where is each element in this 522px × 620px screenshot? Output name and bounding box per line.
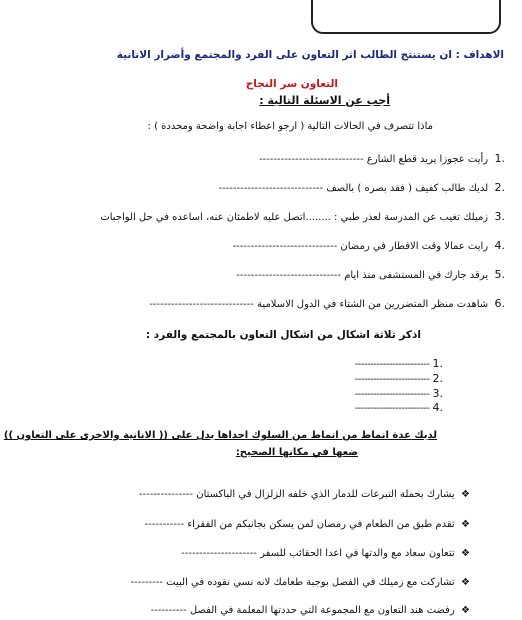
question-number: .3 [494,210,505,223]
lesson-subtitle: التعاون سر النجاح [245,78,338,90]
answer-line[interactable]: ---------- [150,605,187,616]
answer-line[interactable]: ----------- [144,519,185,530]
question-text: لديك طالب كفيف ( فقد بصره ) بالصف [326,183,489,194]
list-item [151,605,470,616]
item-text: تقدم طبق من الطعام في رمضان لمن يسكن بجانبكم من الفقراء [187,519,455,530]
item-text: تتعاون سعاد مع والدتها في اعدا الحقائب للسفر [260,548,455,559]
item-text: يشارك بحملة التبرعات للدمار الذي خلفه الزلزال في الباكستان [196,489,455,500]
list-item [355,357,443,370]
answer-line[interactable]: --------------- [138,489,194,500]
item-number: .4 [432,401,443,414]
goals-text: الاهداف : ان يستنتج الطالب اثر التعاون على الفرد والمجتمع وأضرار الانانية [116,49,504,61]
list-item [181,548,470,559]
question-number: .5 [494,268,505,281]
question-2 [218,181,505,194]
list-item [145,519,470,530]
diamond-bullet-icon: ❖ [461,605,470,616]
item-text: تشاركت مع زميلك في الفصل بوجبة طعامك لانه نسي نقوده في البيت [166,577,455,588]
list-item [131,577,471,588]
question-3 [100,210,505,223]
section1-intro: ماذا تتصرف في الحالات التالية ( ارجو اعطاء اجابة واضحة ومحددة ) : [147,121,433,132]
diamond-bullet-icon: ❖ [461,489,470,500]
item-number: .2 [432,372,443,385]
question-text: يرقد جارك في المستشفى منذ ايام [344,270,489,281]
section1-heading: أجب عن الاسئلة التالية : [259,94,390,107]
answer-line[interactable]: ----------------------------- [258,154,364,165]
item-number: .1 [432,357,443,370]
answer-line[interactable]: ------------------------ [354,374,430,385]
answer-line[interactable]: ----------------------------- [232,241,338,252]
list-item [139,489,470,500]
question-6 [149,297,505,310]
question-text: رايت عمالا وقت الافطار في رمضان [340,241,489,252]
diamond-bullet-icon: ❖ [461,577,470,588]
answer-line[interactable]: ------------------------ [354,389,430,400]
item-number: .3 [432,387,443,400]
answer-line[interactable]: ----------------------------- [149,299,254,310]
question-number: .6 [494,297,505,310]
diamond-bullet-icon: ❖ [461,519,470,530]
question-number: .2 [494,181,505,194]
section3-subheading: ضعها في مكانها الصحيح: [235,447,358,458]
question-text: زميلك تغيب عن المدرسة لعذر طبي : ........اتصل عليه لاطمئان عنه، اساعده في حل الواجبات [100,212,489,223]
answer-line[interactable]: ----------------------------- [218,183,324,194]
question-4 [233,239,505,252]
question-number: .1 [494,152,505,165]
question-number: .4 [494,239,505,252]
diamond-bullet-icon: ❖ [461,548,470,559]
answer-line[interactable]: ------------------------ [354,359,430,370]
section3-heading: لديك عدة انماط من انماط من السلوك احداها يدل على (( الانانية والاخرى على التعاون )) [3,430,437,441]
question-text: شاهدت منظر المتضررين من الشتاء في الدول الاسلامية [257,299,489,310]
question-5 [236,268,505,281]
question-text: رأيت عجوزا يريد قطع الشارع [366,154,489,165]
answer-line[interactable]: --------- [130,577,163,588]
list-item [355,387,443,400]
answer-line[interactable]: ----------------------------- [236,270,342,281]
list-item [355,401,443,414]
item-text: رفضت هند التعاون مع المجموعة التي حددتها المعلمة في الفصل [189,605,455,616]
header-box [311,0,501,34]
question-1 [259,152,505,165]
answer-line[interactable]: ------------------------ [354,403,430,414]
section2-heading: اذكر ثلاثة اشكال من اشكال التعاون بالمجتمع والفرد : [145,329,421,341]
list-item [355,372,443,385]
answer-line[interactable]: --------------------- [181,548,257,559]
